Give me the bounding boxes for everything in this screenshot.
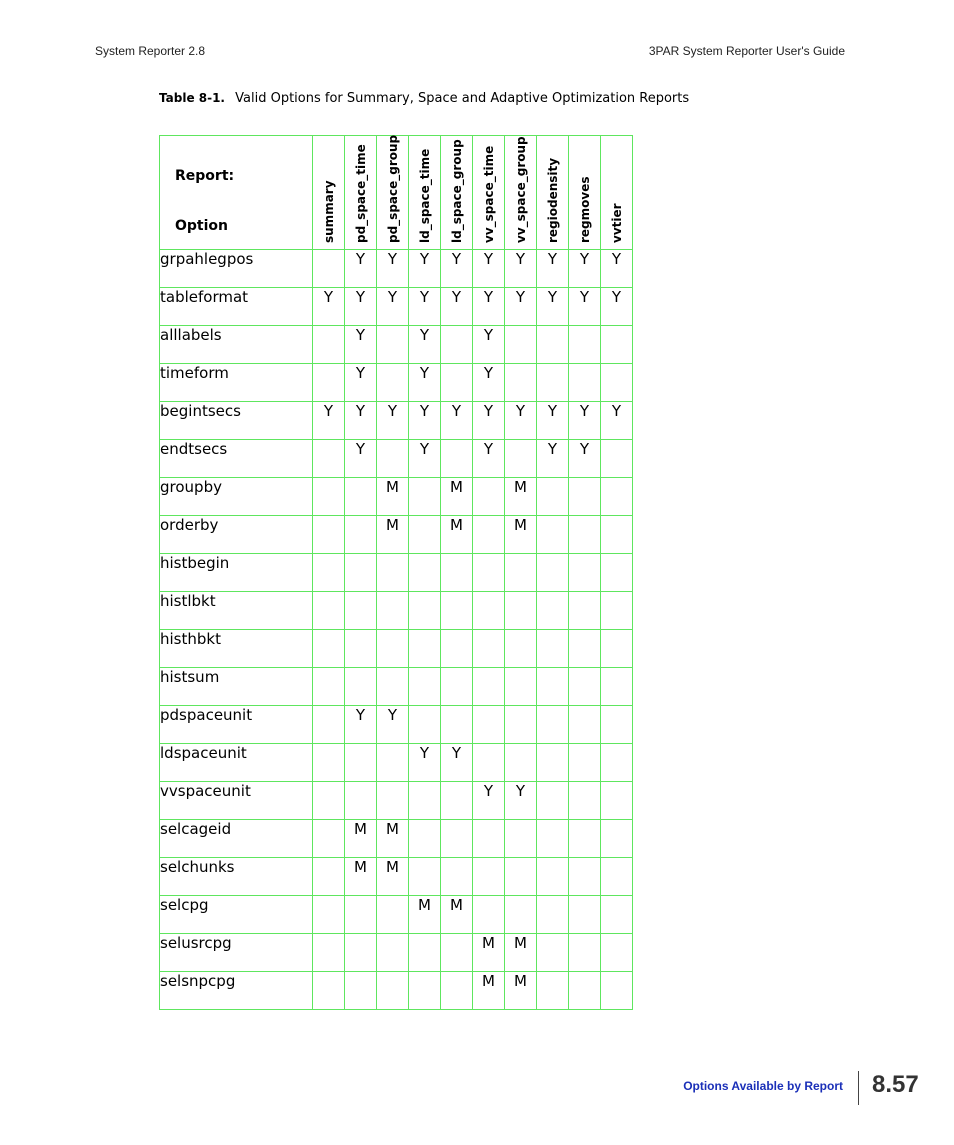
value-cell — [473, 706, 505, 744]
value-cell — [377, 782, 409, 820]
value-cell — [313, 858, 345, 896]
option-name-cell: timeform — [160, 364, 313, 402]
value-cell — [505, 668, 537, 706]
value-cell: Y — [409, 440, 441, 478]
value-cell: M — [345, 820, 377, 858]
value-cell: Y — [377, 250, 409, 288]
value-cell — [569, 820, 601, 858]
value-cell — [409, 782, 441, 820]
value-cell: Y — [409, 250, 441, 288]
value-cell — [537, 668, 569, 706]
value-cell — [345, 668, 377, 706]
value-cell — [537, 706, 569, 744]
value-cell — [601, 896, 633, 934]
option-name-cell: histsum — [160, 668, 313, 706]
value-cell — [601, 478, 633, 516]
value-cell — [377, 364, 409, 402]
value-cell — [537, 554, 569, 592]
option-name-cell: vvspaceunit — [160, 782, 313, 820]
value-cell — [569, 858, 601, 896]
value-cell — [569, 516, 601, 554]
option-name-cell: selchunks — [160, 858, 313, 896]
value-cell: Y — [313, 402, 345, 440]
value-cell — [441, 326, 473, 364]
value-cell — [313, 782, 345, 820]
value-cell — [345, 478, 377, 516]
value-cell — [377, 744, 409, 782]
value-cell — [409, 706, 441, 744]
value-cell: Y — [537, 250, 569, 288]
value-cell — [569, 326, 601, 364]
value-cell — [313, 554, 345, 592]
table-row — [160, 744, 633, 782]
value-cell — [377, 630, 409, 668]
value-cell — [313, 630, 345, 668]
value-cell: Y — [313, 288, 345, 326]
table-row — [160, 858, 633, 896]
value-cell — [601, 554, 633, 592]
value-cell — [537, 858, 569, 896]
table-caption — [159, 91, 689, 106]
value-cell — [601, 820, 633, 858]
value-cell — [441, 668, 473, 706]
column-header-vvtier — [601, 136, 633, 250]
value-cell — [313, 706, 345, 744]
table-row — [160, 782, 633, 820]
option-name-cell: orderby — [160, 516, 313, 554]
value-cell — [569, 934, 601, 972]
value-cell — [313, 326, 345, 364]
column-header-label: summary — [321, 180, 336, 243]
value-cell: Y — [377, 402, 409, 440]
value-cell — [441, 706, 473, 744]
value-cell — [537, 744, 569, 782]
value-cell — [377, 668, 409, 706]
table-row — [160, 364, 633, 402]
value-cell — [601, 668, 633, 706]
value-cell — [409, 478, 441, 516]
value-cell — [313, 820, 345, 858]
value-cell: Y — [601, 402, 633, 440]
column-header-label: regmoves — [577, 176, 592, 243]
value-cell — [537, 326, 569, 364]
table-row — [160, 250, 633, 288]
value-cell: M — [473, 934, 505, 972]
value-cell — [377, 326, 409, 364]
value-cell — [409, 858, 441, 896]
value-cell — [537, 592, 569, 630]
value-cell — [505, 706, 537, 744]
value-cell — [569, 706, 601, 744]
column-header-label: vv_space_time — [481, 145, 496, 243]
value-cell — [473, 592, 505, 630]
value-cell — [345, 896, 377, 934]
table-row — [160, 972, 633, 1010]
value-cell — [601, 326, 633, 364]
value-cell — [345, 972, 377, 1010]
value-cell — [441, 630, 473, 668]
column-header-pd-space-time — [345, 136, 377, 250]
value-cell: Y — [601, 250, 633, 288]
table-row — [160, 820, 633, 858]
value-cell: Y — [537, 402, 569, 440]
option-name-cell: selsnpcpg — [160, 972, 313, 1010]
table-row — [160, 668, 633, 706]
column-header-ld-space-time — [409, 136, 441, 250]
value-cell — [377, 934, 409, 972]
value-cell: Y — [377, 706, 409, 744]
value-cell — [313, 592, 345, 630]
value-cell — [473, 554, 505, 592]
value-cell: Y — [569, 250, 601, 288]
value-cell — [313, 250, 345, 288]
value-cell — [313, 478, 345, 516]
value-cell — [601, 630, 633, 668]
value-cell — [601, 744, 633, 782]
footer-section-link[interactable]: Options Available by Report — [683, 1079, 843, 1093]
value-cell — [377, 440, 409, 478]
value-cell — [537, 630, 569, 668]
value-cell: Y — [441, 744, 473, 782]
value-cell: Y — [345, 364, 377, 402]
value-cell — [409, 554, 441, 592]
option-name-cell: begintsecs — [160, 402, 313, 440]
value-cell — [601, 934, 633, 972]
value-cell — [313, 744, 345, 782]
table-row — [160, 288, 633, 326]
value-cell — [345, 782, 377, 820]
value-cell — [313, 364, 345, 402]
corner-option-label: Option — [175, 218, 228, 234]
value-cell — [505, 592, 537, 630]
value-cell: M — [377, 820, 409, 858]
column-header-label: ld_space_group — [449, 139, 464, 243]
value-cell — [441, 554, 473, 592]
value-cell: Y — [537, 288, 569, 326]
value-cell: Y — [473, 326, 505, 364]
value-cell — [537, 934, 569, 972]
options-table — [159, 135, 633, 1010]
value-cell: M — [505, 972, 537, 1010]
option-name-cell: histbegin — [160, 554, 313, 592]
value-cell — [569, 668, 601, 706]
column-header-label: ld_space_time — [417, 148, 432, 243]
value-cell — [505, 364, 537, 402]
value-cell: Y — [377, 288, 409, 326]
value-cell — [473, 858, 505, 896]
value-cell — [505, 554, 537, 592]
value-cell: M — [409, 896, 441, 934]
value-cell — [473, 630, 505, 668]
column-header-label: vv_space_group — [513, 136, 528, 243]
value-cell — [569, 630, 601, 668]
value-cell: Y — [345, 288, 377, 326]
option-name-cell: histhbkt — [160, 630, 313, 668]
value-cell — [409, 516, 441, 554]
value-cell — [409, 630, 441, 668]
value-cell: M — [441, 478, 473, 516]
column-header-summary — [313, 136, 345, 250]
value-cell: Y — [409, 288, 441, 326]
value-cell: M — [505, 934, 537, 972]
value-cell — [537, 364, 569, 402]
value-cell — [313, 440, 345, 478]
value-cell — [377, 972, 409, 1010]
value-cell: M — [505, 478, 537, 516]
value-cell: Y — [569, 288, 601, 326]
value-cell: M — [377, 516, 409, 554]
table-row — [160, 630, 633, 668]
column-header-regmoves — [569, 136, 601, 250]
value-cell — [441, 364, 473, 402]
value-cell — [505, 630, 537, 668]
column-header-ld-space-group — [441, 136, 473, 250]
value-cell — [345, 934, 377, 972]
value-cell — [313, 896, 345, 934]
value-cell — [441, 934, 473, 972]
value-cell — [505, 326, 537, 364]
value-cell — [601, 440, 633, 478]
table-row — [160, 402, 633, 440]
corner-report-label: Report: — [175, 168, 235, 184]
running-header-right: 3PAR System Reporter User's Guide — [648, 44, 845, 58]
value-cell — [441, 820, 473, 858]
value-cell — [313, 934, 345, 972]
value-cell — [537, 896, 569, 934]
column-header-label: pd_space_time — [353, 144, 368, 243]
value-cell — [601, 782, 633, 820]
value-cell — [537, 972, 569, 1010]
value-cell — [537, 478, 569, 516]
value-cell: Y — [473, 250, 505, 288]
running-header-left: System Reporter 2.8 — [95, 44, 206, 58]
value-cell — [505, 896, 537, 934]
value-cell: Y — [409, 364, 441, 402]
value-cell: Y — [505, 402, 537, 440]
value-cell — [569, 478, 601, 516]
value-cell — [441, 858, 473, 896]
value-cell — [569, 896, 601, 934]
value-cell: Y — [505, 250, 537, 288]
value-cell — [537, 516, 569, 554]
value-cell — [601, 364, 633, 402]
value-cell — [569, 592, 601, 630]
value-cell: M — [441, 896, 473, 934]
value-cell — [569, 972, 601, 1010]
value-cell — [313, 972, 345, 1010]
value-cell: Y — [409, 326, 441, 364]
value-cell — [569, 554, 601, 592]
column-header-label: regiodensity — [545, 157, 560, 243]
option-name-cell: selcageid — [160, 820, 313, 858]
value-cell: M — [377, 478, 409, 516]
value-cell — [601, 858, 633, 896]
value-cell — [473, 478, 505, 516]
column-header-pd-space-group — [377, 136, 409, 250]
option-name-cell: groupby — [160, 478, 313, 516]
value-cell — [345, 744, 377, 782]
value-cell — [473, 516, 505, 554]
value-cell: Y — [345, 402, 377, 440]
value-cell: Y — [409, 402, 441, 440]
value-cell — [345, 554, 377, 592]
value-cell — [537, 820, 569, 858]
value-cell — [569, 744, 601, 782]
value-cell — [569, 782, 601, 820]
value-cell: Y — [345, 440, 377, 478]
table-row — [160, 516, 633, 554]
value-cell — [601, 972, 633, 1010]
value-cell — [473, 896, 505, 934]
value-cell: M — [377, 858, 409, 896]
value-cell — [505, 744, 537, 782]
value-cell: Y — [441, 288, 473, 326]
value-cell: Y — [505, 782, 537, 820]
value-cell — [313, 668, 345, 706]
value-cell — [441, 972, 473, 1010]
value-cell: Y — [345, 326, 377, 364]
value-cell — [441, 592, 473, 630]
value-cell: Y — [441, 402, 473, 440]
value-cell: Y — [473, 440, 505, 478]
value-cell: Y — [345, 706, 377, 744]
table-row — [160, 592, 633, 630]
option-name-cell: ldspaceunit — [160, 744, 313, 782]
page-number: 8.57 — [872, 1071, 919, 1098]
value-cell — [537, 782, 569, 820]
option-name-cell: histlbkt — [160, 592, 313, 630]
value-cell — [409, 934, 441, 972]
value-cell — [409, 592, 441, 630]
value-cell — [345, 592, 377, 630]
table-caption-text: Valid Options for Summary, Space and Adaptive Optimization Reports — [235, 91, 690, 106]
table-row — [160, 554, 633, 592]
table-row — [160, 896, 633, 934]
value-cell — [409, 972, 441, 1010]
value-cell: Y — [569, 440, 601, 478]
option-name-cell: tableformat — [160, 288, 313, 326]
column-header-label: vvtier — [609, 203, 624, 243]
table-row — [160, 478, 633, 516]
value-cell: Y — [601, 288, 633, 326]
value-cell — [377, 592, 409, 630]
option-name-cell: selcpg — [160, 896, 313, 934]
option-name-cell: endtsecs — [160, 440, 313, 478]
column-header-regiodensity — [537, 136, 569, 250]
table-body — [160, 250, 633, 1010]
option-name-cell: grpahlegpos — [160, 250, 313, 288]
value-cell: Y — [473, 402, 505, 440]
option-name-cell: pdspaceunit — [160, 706, 313, 744]
table-row — [160, 440, 633, 478]
table-row — [160, 934, 633, 972]
value-cell: M — [441, 516, 473, 554]
table-corner-header — [160, 136, 313, 250]
value-cell — [505, 858, 537, 896]
value-cell: M — [505, 516, 537, 554]
value-cell — [505, 440, 537, 478]
option-name-cell: selusrcpg — [160, 934, 313, 972]
value-cell — [377, 554, 409, 592]
value-cell — [409, 668, 441, 706]
value-cell — [473, 668, 505, 706]
value-cell — [473, 820, 505, 858]
column-header-label: pd_space_group — [385, 134, 400, 243]
table-row — [160, 326, 633, 364]
value-cell: Y — [473, 364, 505, 402]
value-cell — [441, 782, 473, 820]
value-cell — [601, 706, 633, 744]
value-cell: Y — [473, 288, 505, 326]
value-cell — [569, 364, 601, 402]
table-row — [160, 706, 633, 744]
value-cell — [601, 592, 633, 630]
option-name-cell: alllabels — [160, 326, 313, 364]
footer-divider — [858, 1071, 859, 1105]
value-cell: Y — [345, 250, 377, 288]
value-cell — [377, 896, 409, 934]
value-cell — [345, 516, 377, 554]
value-cell: Y — [409, 744, 441, 782]
value-cell: Y — [473, 782, 505, 820]
table-header-row — [160, 136, 633, 250]
column-header-vv-space-group — [505, 136, 537, 250]
value-cell: Y — [505, 288, 537, 326]
value-cell: M — [345, 858, 377, 896]
value-cell: Y — [441, 250, 473, 288]
value-cell — [409, 820, 441, 858]
value-cell — [345, 630, 377, 668]
column-header-vv-space-time — [473, 136, 505, 250]
value-cell: Y — [569, 402, 601, 440]
value-cell — [473, 744, 505, 782]
value-cell: M — [473, 972, 505, 1010]
value-cell — [441, 440, 473, 478]
value-cell — [505, 820, 537, 858]
value-cell — [313, 516, 345, 554]
value-cell: Y — [537, 440, 569, 478]
table-caption-label: Table 8-1. — [159, 91, 225, 105]
value-cell — [601, 516, 633, 554]
